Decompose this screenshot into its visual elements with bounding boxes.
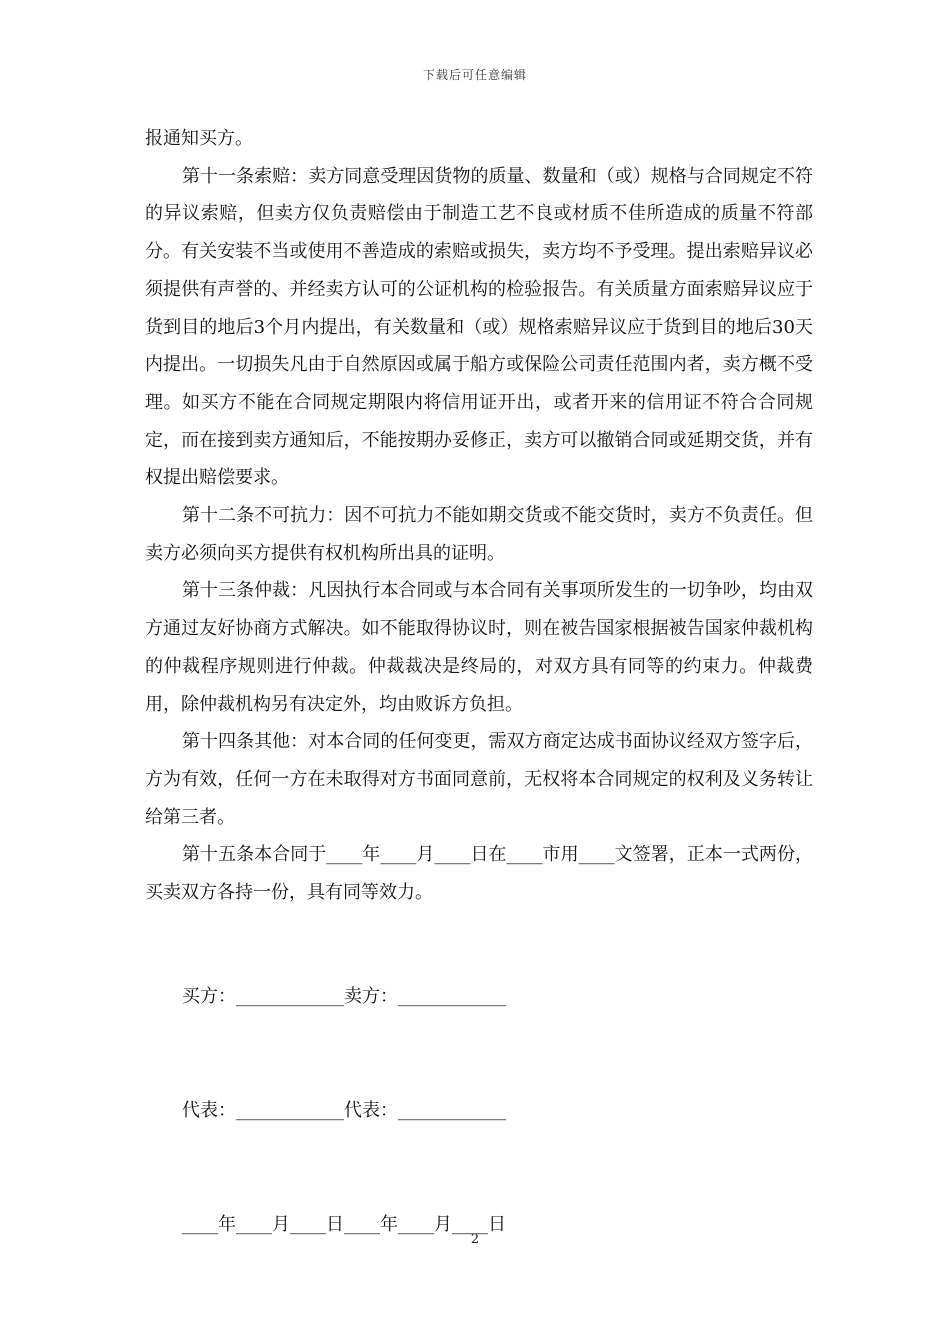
paragraph-article-11-claims: 第十一条索赔：卖方同意受理因货物的质量、数量和（或）规格与合同规定不符的异议索赔，但卖方仅负责赔偿由于制造工艺不良或材质不佳所造成的质量不符部分。有关安装不当或使用不善造成的索赔或损失，卖方均不予受理。提出索赔异议必须提供有声誉的、并经卖方认可的公证机构的检验报告。有关质量方面索赔异议应于货到目的地后3个月内提出，有关数量和（或）规格索赔异议应于货到目的地后30天内提出。一切损失凡由于自然原因或属于船方或保险公司责任范围内者，卖方概不受理。如买方不能在合同规定期限内将信用证开出，或者开来的信用证不符合合同规定，而在接到卖方通知后，不能按期办妥修正，卖方可以撤销合同或延期交货，并有权提出赔偿要求。 [145,165,813,489]
contract-body [145,120,813,912]
buyer-seller-line: 买方：____________卖方：____________ [182,986,506,1007]
representative-line: 代表：____________代表：____________ [182,1100,506,1121]
paragraph-article-13-arbitration: 第十三条仲裁：凡因执行本合同或与本合同有关事项所发生的一切争吵，均由双方通过友好协商方式解决。如不能取得协议时，则在被告国家根据被告国家仲裁机构的仲裁程序规则进行仲裁。仲裁裁决是终局的，对双方具有同等的约束力。仲裁费用，除仲裁机构另有决定外，均由败诉方负担。 [145,580,813,715]
paragraph-article-12-force-majeure: 第十二条不可抗力：因不可抗力不能如期交货或不能交货时，卖方不负责任。但卖方必须向买方提供有权机构所出具的证明。 [145,505,813,564]
paragraph-article-15-signing: 第十五条本合同于____年____月____日在____市用____文签署，正本一式两份，买卖双方各持一份，具有同等效力。 [145,844,813,904]
page-number: 2 [470,1232,480,1247]
paragraph-article-14-other: 第十四条其他：对本合同的任何变更，需双方商定达成书面协议经双方签字后，方为有效，任何一方在未取得对方书面同意前，无权将本合同规定的权利及义务转让给第三者。 [145,731,813,828]
page-header: 下载后可任意编辑 [422,68,527,82]
date-line: ____年____月____日____年____月____日 [182,1214,506,1235]
paragraph-continuation: 报通知买方。 [145,128,253,149]
signature-block [182,902,506,1282]
